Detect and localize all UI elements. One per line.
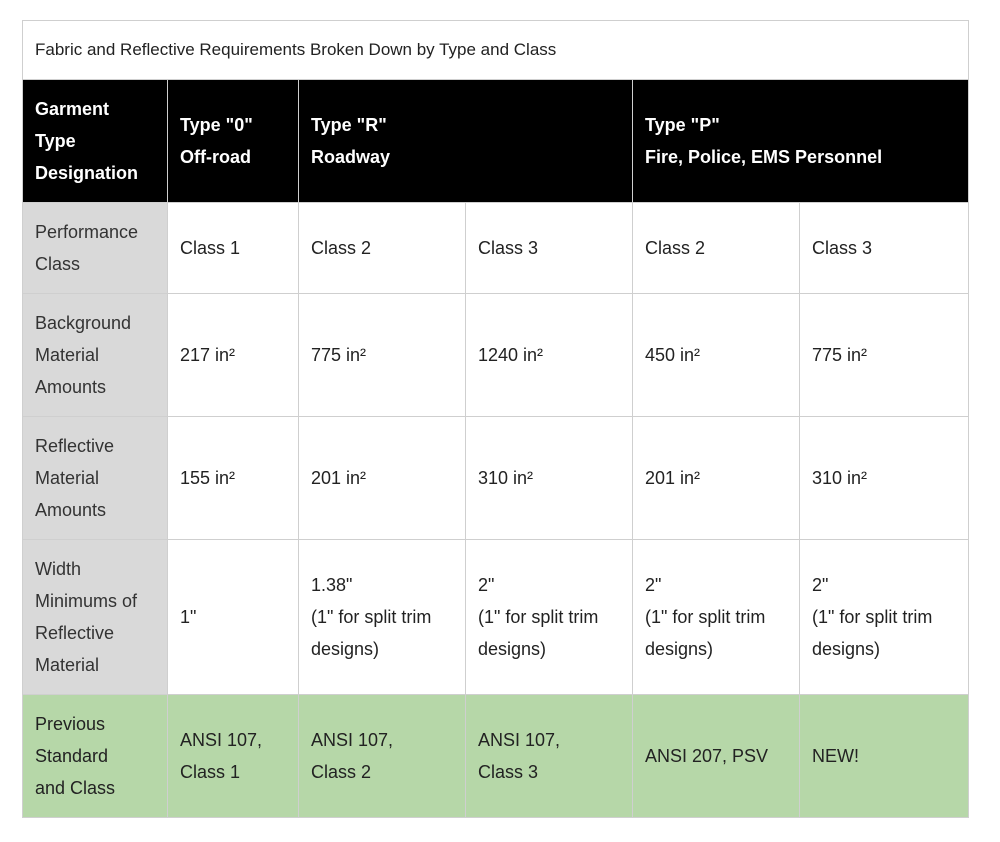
table-cell — [800, 540, 969, 695]
table-cell — [800, 695, 969, 818]
table-row-performance-class — [23, 203, 969, 294]
table-cell — [633, 294, 800, 417]
cell-line: ANSI 207, PSV — [645, 746, 769, 766]
table-cell — [168, 540, 299, 695]
header-row — [23, 80, 969, 203]
header-type-p-name: Type "P" — [645, 115, 720, 135]
table-cell — [466, 695, 633, 818]
table-cell — [168, 417, 299, 540]
row-label-line: and Class — [35, 778, 116, 798]
header-type-r-desc: Roadway — [311, 147, 391, 167]
table-cell — [633, 417, 800, 540]
cell-line: (1" for split trim — [311, 607, 432, 627]
table-row-reflective-material — [23, 417, 969, 540]
table-row-previous-standard — [23, 695, 969, 818]
row-label-line: Width — [35, 559, 82, 579]
table-cell — [168, 695, 299, 818]
table-cell — [299, 695, 466, 818]
table-cell — [168, 294, 299, 417]
cell-line: (1" for split trim — [812, 607, 933, 627]
row-label-line: Class — [35, 254, 81, 274]
requirements-table-wrapper — [22, 20, 968, 818]
cell-line: 155 in² — [180, 468, 236, 488]
row-label — [23, 695, 168, 818]
table-row-background-material — [23, 294, 969, 417]
header-corner — [23, 80, 168, 203]
table-cell — [800, 417, 969, 540]
cell-line: 1240 in² — [478, 345, 544, 365]
cell-line: 775 in² — [812, 345, 868, 365]
cell-line: 217 in² — [180, 345, 236, 365]
table-cell — [800, 294, 969, 417]
header-corner-line: Garment — [35, 99, 110, 119]
row-label-line: Material — [35, 468, 100, 488]
cell-line: Class 3 — [478, 762, 539, 782]
header-corner-line: Type — [35, 131, 76, 151]
cell-line: Class 3 — [478, 238, 539, 258]
row-label — [23, 203, 168, 294]
cell-line: 775 in² — [311, 345, 367, 365]
cell-line: 450 in² — [645, 345, 701, 365]
cell-line: 310 in² — [478, 468, 534, 488]
table-caption: Fabric and Reflective Requirements Broken Down by Type and Class — [22, 20, 969, 79]
header-type-r — [299, 80, 633, 203]
table-cell — [633, 540, 800, 695]
cell-line: NEW! — [812, 746, 859, 766]
requirements-table — [22, 20, 969, 818]
cell-line: 1" — [180, 607, 197, 627]
table-cell — [299, 417, 466, 540]
row-label-line: Material — [35, 345, 100, 365]
header-type-0 — [168, 80, 299, 203]
cell-line: ANSI 107, — [180, 730, 263, 750]
table-cell — [299, 294, 466, 417]
cell-line: Class 1 — [180, 762, 241, 782]
row-label-line: Previous — [35, 714, 106, 734]
cell-line: designs) — [478, 639, 547, 659]
table-cell — [299, 203, 466, 294]
cell-line: Class 2 — [311, 238, 372, 258]
cell-line: 2" — [645, 575, 662, 595]
table-row-width-minimums — [23, 540, 969, 695]
table-cell — [466, 540, 633, 695]
row-label — [23, 417, 168, 540]
row-label-line: Background — [35, 313, 132, 333]
row-label-line: Standard — [35, 746, 109, 766]
cell-line: 1.38" — [311, 575, 353, 595]
header-type-p-desc: Fire, Police, EMS Personnel — [645, 147, 883, 167]
table-cell — [633, 203, 800, 294]
row-label-line: Minimums of — [35, 591, 138, 611]
table-cell — [168, 203, 299, 294]
cell-line: ANSI 107, — [478, 730, 561, 750]
table-cell — [299, 540, 466, 695]
row-label-line: Material — [35, 655, 100, 675]
row-label-line: Reflective — [35, 436, 115, 456]
table-cell — [466, 203, 633, 294]
header-type-p — [633, 80, 969, 203]
cell-line: Class 1 — [180, 238, 241, 258]
cell-line: ANSI 107, — [311, 730, 394, 750]
header-type-0-desc: Off-road — [180, 147, 251, 167]
cell-line: (1" for split trim — [478, 607, 599, 627]
cell-line: 2" — [478, 575, 495, 595]
cell-line: 2" — [812, 575, 829, 595]
cell-line: Class 3 — [812, 238, 873, 258]
cell-line: designs) — [645, 639, 714, 659]
cell-line: designs) — [311, 639, 380, 659]
cell-line: 201 in² — [311, 468, 367, 488]
cell-line: designs) — [812, 639, 881, 659]
table-cell — [466, 417, 633, 540]
table-cell — [466, 294, 633, 417]
table-cell — [800, 203, 969, 294]
cell-line: (1" for split trim — [645, 607, 766, 627]
table-cell — [633, 695, 800, 818]
row-label-line: Amounts — [35, 500, 107, 520]
row-label — [23, 540, 168, 695]
cell-line: Class 2 — [311, 762, 372, 782]
cell-line: 310 in² — [812, 468, 868, 488]
header-corner-line: Designation — [35, 163, 139, 183]
row-label-line: Amounts — [35, 377, 107, 397]
row-label — [23, 294, 168, 417]
row-label-line: Performance — [35, 222, 139, 242]
cell-line: 201 in² — [645, 468, 701, 488]
cell-line: Class 2 — [645, 238, 706, 258]
header-type-0-name: Type "0" — [180, 115, 253, 135]
row-label-line: Reflective — [35, 623, 115, 643]
header-type-r-name: Type "R" — [311, 115, 387, 135]
